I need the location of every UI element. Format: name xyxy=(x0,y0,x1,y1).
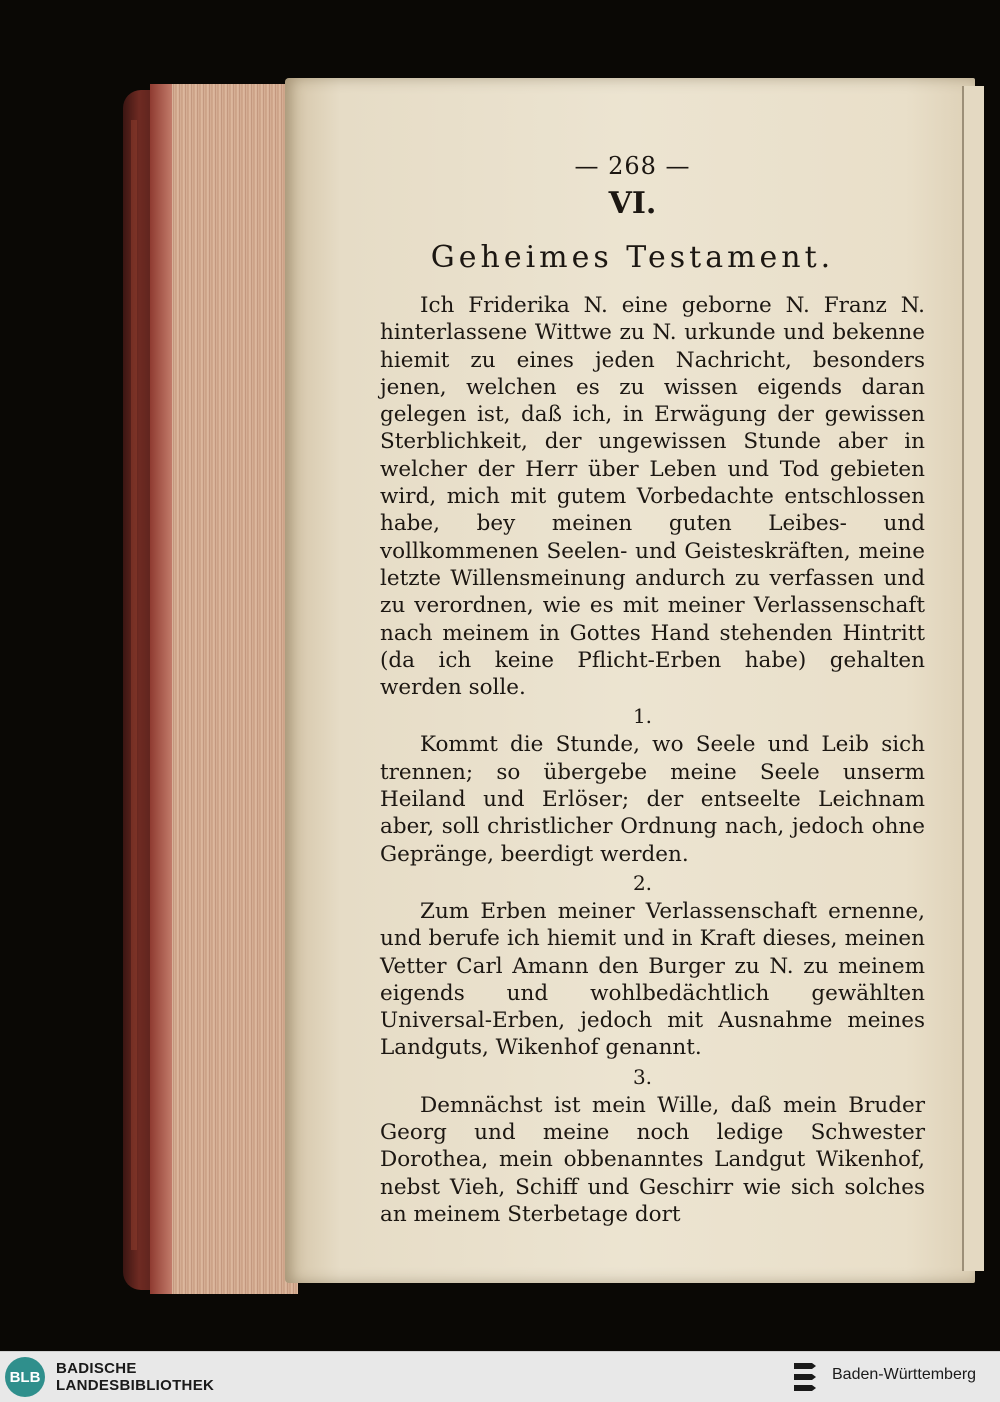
paragraph-number: 2. xyxy=(632,870,653,895)
book-page-edges xyxy=(150,84,298,1294)
paragraph-text: Demnächst ist mein Wille, daß mein Bruder Georg und meine noch ledige Schwester Dorothea, mein obbenanntes Landgut Wikenhof, nebst Vieh, Schiff und Geschirr wie sich solches an meinem Sterbetage dort xyxy=(380,1092,925,1227)
paragraph-number: 3. xyxy=(632,1064,653,1089)
section-number: VI. xyxy=(608,186,657,221)
intro-paragraph: Ich Friderika N. eine geborne N. Franz N. hinterlassene Wittwe zu N. urkunde und bekenne hiemit zu eines jeden Nachricht, besonders jenen, welchen es zu wissen eigends daran gelegen ist, daß ich, in Erwägung der gewissen Sterblichkeit, der ungewissen Stunde aber in welcher der Herr über Leben und Tod gebieten wird, mich mit gutem Vorbedachte entschlossen habe, bey meinen guten Leibes- und vollkommenen Seelen- und Geisteskräften, meine letzte Willensmeinung andurch zu verfassen und zu verordnen, wie es mit meiner Verlassenschaft nach meinem in Gottes Hand stehenden Hintritt (da ich keine Pflicht-Erben habe) gehalten werden solle. xyxy=(380,293,925,701)
paragraph-text: Kommt die Stunde, wo Seele und Leib sich trennen; so übergebe meine Seele unserm Heiland und Erlöser; der entseelte Leichnam aber, soll christlicher Ordnung nach, jedoch ohne Gepränge, beerdigt werden. xyxy=(380,732,925,867)
page-number: — 268 — xyxy=(574,152,691,180)
blb-logo[interactable]: BLB xyxy=(5,1357,45,1397)
footer-bar xyxy=(0,1351,1000,1402)
library-name-line2: LANDESBIBLIOTHEK xyxy=(56,1377,215,1394)
paragraph-text: Zum Erben meiner Verlassenschaft ernenne, und berufe ich hiemit und in Kraft dieses, meinen Vetter Carl Amann den Burger zu N. zu meinem eigends und wohlbedächtlich gewählten Universal-Erben, jedoch mit Ausnahme meines Landguts, Wikenhof genannt. xyxy=(380,898,925,1061)
library-name[interactable] xyxy=(56,1360,214,1394)
state-name[interactable]: Baden-Württemberg xyxy=(832,1366,977,1383)
paragraph-number: 1. xyxy=(632,704,653,729)
document-title: Geheimes Testament. xyxy=(430,240,835,275)
three-lions-icon xyxy=(790,1359,822,1395)
facing-page-edge xyxy=(962,86,984,1271)
library-name-line1: BADISCHE xyxy=(56,1360,137,1377)
page-text xyxy=(380,150,925,1228)
